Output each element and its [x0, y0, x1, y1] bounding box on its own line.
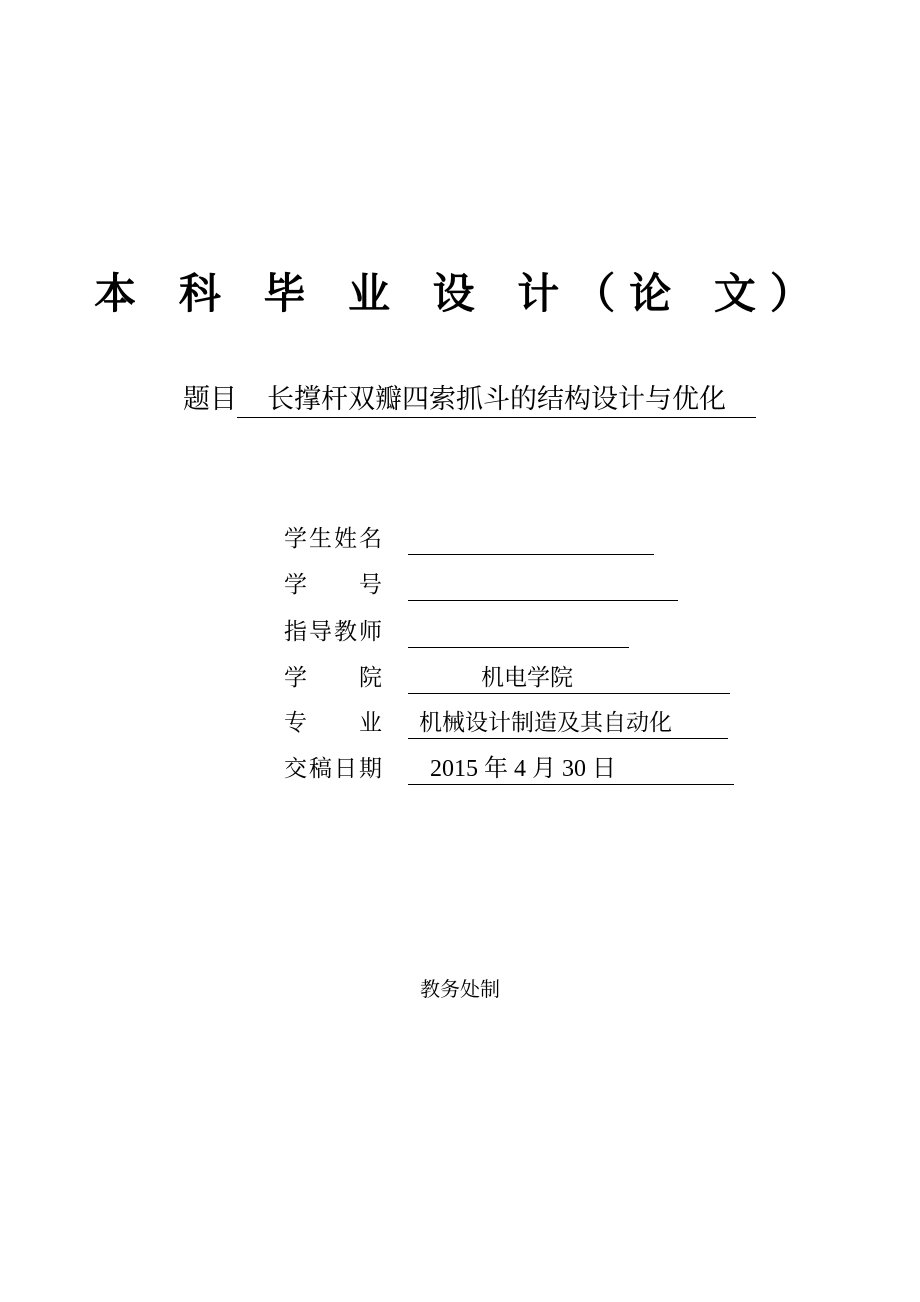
- submit-date-label: 交稿日期: [284, 756, 382, 782]
- thesis-subject: [183, 380, 756, 420]
- advisor-label: 指导教师: [284, 619, 382, 645]
- page-title: 本 科 毕 业 设 计（论 文）: [94, 269, 826, 318]
- college-value: 机电学院: [481, 665, 573, 691]
- major-label: 专 业: [284, 710, 382, 736]
- student-name-field[interactable]: [408, 522, 654, 555]
- student-id-field[interactable]: [408, 568, 678, 601]
- college-label: 学 院: [284, 665, 382, 691]
- major-value: 机械设计制造及其自动化: [419, 710, 672, 736]
- submit-date-value: 2015 年 4 月 30 日: [430, 756, 616, 782]
- subject-label: 题目: [183, 384, 237, 415]
- student-id-label: 学 号: [284, 572, 382, 598]
- footer-issuer: 教务处制: [420, 977, 500, 1001]
- student-name-label: 学生姓名: [284, 526, 382, 552]
- subject-value: 长撑杆双瓣四索抓斗的结构设计与优化: [237, 383, 756, 418]
- advisor-field[interactable]: [408, 615, 629, 648]
